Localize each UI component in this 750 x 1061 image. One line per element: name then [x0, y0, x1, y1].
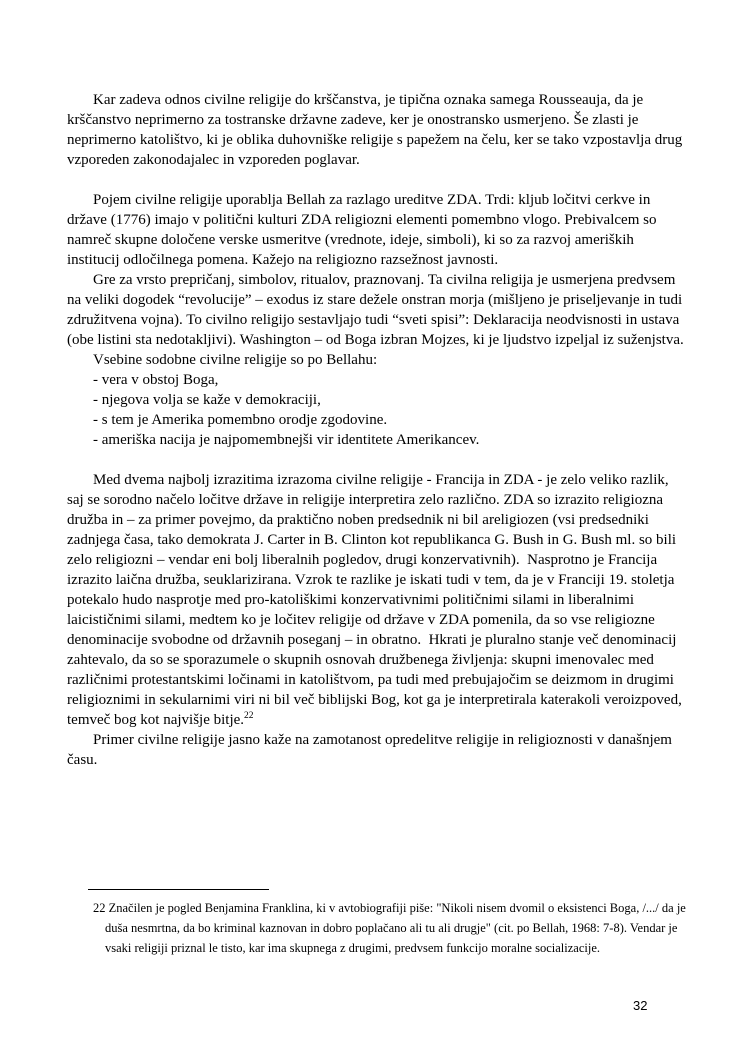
- list-intro: Vsebine sodobne civilne religije so po Bellahu:: [93, 352, 378, 368]
- footnote-section: [67, 889, 687, 958]
- blank-line: [67, 170, 687, 190]
- paragraph-revolution: Gre za vrsto prepričanj, simbolov, ritualov, praznovanj. Ta civilna religija je usmerjena predvsem na veliki dogodek “revolucije” – exodus iz stare dežele onstran morja (mišljeno je priseljevanje in tudi združitvena vojna). To civilno religijo sestavljajo tudi “sveti spisi”: Deklaracija neodvisnosti in ustava (obe listini sta nedotakljivi). Washington – od Boga izbran Mojzes, ki je ljudstvo izpeljal iz suženjstva.: [67, 272, 686, 348]
- list-item: - s tem je Amerika pomembno orodje zgodovine.: [93, 412, 388, 428]
- footnote-text: Značilen je pogled Benjamina Franklina, ki v avtobiografiji piše: "Nikoli nisem dvomil o eksistenci Boga, /.../ da je duša nesmrtna, da bo kriminal kaznovan in dobro poplačano ali tu ali drugje" (cit. po Bellah, 1968: 7-8). Vendar je vsaki religiji priznal le tisto, kar ima skupnega z drugimi, predvsem funkcijo moralne socializacije.: [105, 901, 686, 955]
- footnote-number: 22: [93, 901, 106, 915]
- footnote: [67, 898, 687, 958]
- paragraph-bellah: Pojem civilne religije uporablja Bellah za razlago ureditve ZDA. Trdi: kljub ločitvi cerkve in države (1776) imajo v politični kulturi ZDA religiozni elementi pomembno vlogo. Prebivalcem so namreč skupne določene verske usmeritve (vrednote, ideje, simboli), ki so za razvoj ameriških institucij odločilnega pomena. Kažejo na religiozno razsežnost javnosti.: [67, 192, 661, 268]
- paragraph-text: Med dvema najbolj izrazitima izrazoma civilne religije - Francija in ZDA - je zelo veliko razlik, saj se sorodno načelo ločitve države in religije interpretira zelo različno. ZDA so izrazito religiozna družba in – za primer povejmo, da praktično noben predsednik ni bil areligiozen (vsi predsedniki zadnjega časa, tako demokrata J. Carter in B. Clinton kot republikanca G. Bush in G. Bush ml. so bili zelo religiozni – vendar eni bolj liberalnih pogledov, drugi konzervativnih). Nasprotno je Francija izrazito laična družba, seuklarizirana. Vzrok te razlike je iskati tudi v tem, da je v Franciji 19. stoletja potekalo hudo nasprotje med pro-katoliškimi konzervativnimi političnimi silami in liberalnimi laicističnimi silami, medtem ko je ločitev religije od države v ZDA pomenila, da so vse religiozne denominacije svobodne od državnih poseganj – in obratno. Hkrati je pluralno stanje več denominacij zahtevalo, da so se sporazumele o skupnih osnovah družbenega življenja: skupni imenovalec med različnimi protestantskimi ločinami in katolištvom, pa tudi med prebujajočim se deizmom in drugimi religioznimi in sekularnimi viri ni bil več biblijski Bog, kot ga je interpretirala katerakoli veroizpoved, temveč bog kot najvišje bitje.: [67, 472, 686, 728]
- paragraph-conclusion: Primer civilne religije jasno kaže na zamotanost opredelitve religije in religioznosti v današnjem času.: [67, 732, 676, 768]
- footnote-reference: 22: [244, 711, 254, 721]
- list-item: - njegova volja se kaže v demokraciji,: [93, 392, 321, 408]
- list-item: - vera v obstoj Boga,: [93, 372, 219, 388]
- footnote-separator: [88, 889, 269, 890]
- paragraph-rousseau: Kar zadeva odnos civilne religije do krščanstva, je tipična oznaka samega Rousseauja, da je krščanstvo neprimerno za tostranske državne zadeve, ker je onostransko usmerjeno. Še zlasti je neprimerno katolištvo, ki je oblika duhovniške religije s papežem na čelu, ker se tako vzpostavlja drug vzporeden zakonodajalec in vzporeden poglavar.: [67, 92, 686, 168]
- page-number: 32: [633, 998, 648, 1013]
- list-item: - ameriška nacija je najpomembnejši vir identitete Amerikancev.: [93, 432, 480, 448]
- paragraph-france-usa: [67, 470, 687, 730]
- blank-line: [67, 450, 687, 470]
- page-body: [67, 90, 687, 770]
